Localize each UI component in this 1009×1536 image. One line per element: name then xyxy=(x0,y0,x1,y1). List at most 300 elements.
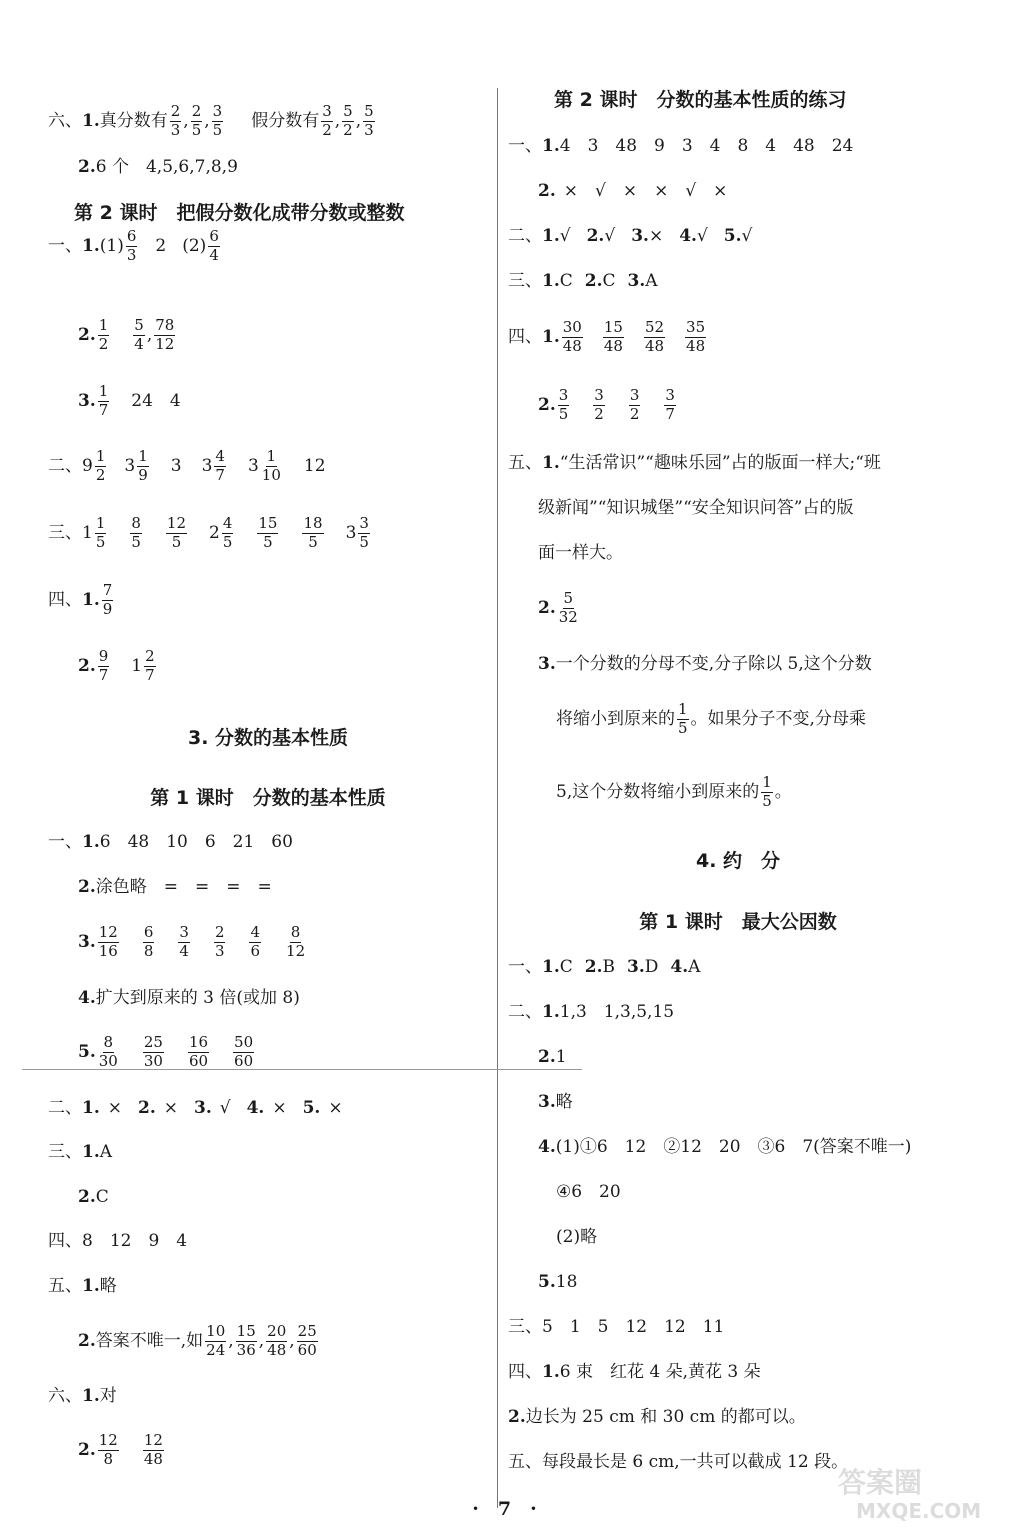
numerator: 3 xyxy=(594,385,604,404)
answer-line xyxy=(508,180,727,202)
page-number: · 7 · xyxy=(472,1498,537,1520)
denominator: 3 xyxy=(170,120,181,139)
answer-line xyxy=(508,385,678,425)
section-number: 一、 xyxy=(48,831,82,852)
answer-line xyxy=(48,1430,166,1470)
fraction xyxy=(98,315,110,353)
answer-line xyxy=(48,922,308,962)
denominator: 6 xyxy=(250,941,261,960)
numerator: 3 xyxy=(359,513,369,532)
fraction xyxy=(205,1321,226,1359)
answer-line: 六、 1. 真分数有 $\frac{2}{3}$ , $\frac{2}{5}$ , $\frac{3}{5}$ 假分数有 $\frac{3}{2}$ , $\frac{5}{2}$ , $\frac{5}{3}$ xyxy=(48,101,374,139)
numerator: 4 xyxy=(250,922,261,941)
answer-text: D xyxy=(644,956,659,977)
item-number: 4. xyxy=(670,956,689,977)
denominator: 5 xyxy=(171,532,182,551)
denominator: 60 xyxy=(297,1340,317,1359)
denominator: 4 xyxy=(179,941,189,960)
numerator: 3 xyxy=(212,101,223,120)
denominator: 5 xyxy=(558,404,569,423)
answer-text: (1)①6 12 ②12 20 ③6 7(答案不唯一) xyxy=(555,1136,912,1157)
section-number: 二、 xyxy=(48,1097,82,1118)
fraction xyxy=(170,101,182,139)
numerator: 6 xyxy=(209,226,219,245)
answer-text: (2) xyxy=(182,235,207,256)
item-number: 3. xyxy=(538,653,556,674)
answer-line xyxy=(508,1361,761,1383)
item-number: 2. xyxy=(78,655,96,676)
item-number: 1. xyxy=(82,1385,100,1406)
section-number: 一、 xyxy=(508,135,542,156)
fraction xyxy=(191,101,203,139)
fraction xyxy=(558,588,579,626)
answer-line xyxy=(48,381,181,421)
fraction xyxy=(95,513,107,551)
denominator: 4 xyxy=(134,334,144,353)
numerator: 2 xyxy=(145,646,155,665)
numerator: 1 xyxy=(98,315,109,334)
item-number: 2. xyxy=(508,1406,526,1427)
item-number: 1. xyxy=(82,589,100,610)
fraction xyxy=(363,101,375,139)
answer-text: C xyxy=(95,1186,109,1207)
answer-text: “生活常识”“趣味乐园”占的版面一样大;“班 xyxy=(559,452,881,473)
fraction xyxy=(664,385,676,423)
item-number: 3. xyxy=(627,270,646,291)
answer-line xyxy=(48,646,158,686)
item-number: 5. xyxy=(723,225,742,246)
denominator: 30 xyxy=(98,1051,118,1070)
answer-text: 一个分数的分母不变,分子除以 5,这个分数 xyxy=(555,653,872,674)
answer-line xyxy=(48,1275,117,1297)
denominator: 7 xyxy=(665,404,675,423)
fraction xyxy=(321,101,333,139)
answer-text: C xyxy=(559,270,573,291)
item-number: 1. xyxy=(542,225,560,246)
answer-text: 。 xyxy=(774,781,792,802)
answer-line: 2. 答案不唯一,如 $\frac{10}{24}$ , $\frac{15}{36}$ , $\frac{20}{48}$ , $\frac{25}{60}$ xyxy=(78,1321,317,1359)
answer-text: A xyxy=(645,270,658,291)
item-number: 1. xyxy=(542,452,560,473)
answer-line xyxy=(508,956,700,978)
denominator: 2 xyxy=(594,404,604,423)
answer-text: 对 xyxy=(99,1385,117,1406)
item-number: 2. xyxy=(584,270,603,291)
answer-text: 2 xyxy=(155,235,167,256)
numerator: 20 xyxy=(267,1321,287,1340)
answer-text: 5 1 5 12 12 11 xyxy=(542,1316,725,1337)
numerator: 4 xyxy=(215,446,225,465)
answer-text: A xyxy=(99,1141,113,1162)
section-number: 三、 xyxy=(508,270,542,291)
numerator: 12 xyxy=(98,1430,118,1449)
denominator: 5 xyxy=(131,532,141,551)
fraction xyxy=(98,381,110,419)
fraction xyxy=(558,385,570,423)
answer-line xyxy=(508,317,708,357)
denominator: 7 xyxy=(145,665,155,684)
denominator: 30 xyxy=(143,1051,163,1070)
section-number: 三、 xyxy=(48,522,82,543)
section-number: 五、 xyxy=(508,452,542,473)
denominator: 10 xyxy=(261,465,281,484)
answer-text: × √ × × √ × xyxy=(563,180,728,201)
numerator: 5 xyxy=(364,101,374,120)
answer-text: 扩大到原来的 3 倍(或加 8) xyxy=(95,987,300,1008)
numerator: 6 xyxy=(143,922,154,941)
fraction xyxy=(297,1321,318,1359)
item-number: 3. xyxy=(627,956,645,977)
answer-text: C xyxy=(559,956,573,977)
section-heading: 3. 分数的基本性质 xyxy=(187,726,349,749)
item-number: 2. xyxy=(78,156,96,177)
item-number: 2. xyxy=(138,1097,156,1118)
denominator: 5 xyxy=(95,532,106,551)
denominator: 60 xyxy=(234,1051,254,1070)
fraction xyxy=(188,1032,209,1070)
fraction xyxy=(222,513,234,551)
fraction xyxy=(154,315,175,353)
numerator: 2 xyxy=(191,101,202,120)
section-number: 四、 xyxy=(48,1230,82,1251)
denominator: 16 xyxy=(98,941,118,960)
item-number: 2. xyxy=(78,876,96,897)
fraction xyxy=(562,317,583,355)
answer-text: 6 个 4,5,6,7,8,9 xyxy=(95,156,238,177)
lesson-heading: 第 1 课时 最大公因数 xyxy=(639,910,837,933)
denominator: 5 xyxy=(222,532,233,551)
fraction xyxy=(98,1032,119,1070)
denominator: 48 xyxy=(562,336,582,355)
answer-text: 。如果分子不变,分母乘 xyxy=(690,708,866,729)
fraction xyxy=(212,101,224,139)
answer-line xyxy=(508,772,792,812)
section-number: 五、 xyxy=(508,1451,542,1472)
fraction xyxy=(358,513,370,551)
fraction xyxy=(126,226,138,264)
answer-line xyxy=(48,876,272,898)
section-number: 四、 xyxy=(48,589,82,610)
answer-text: 略 xyxy=(99,1275,117,1296)
answer-text: 4 3 48 9 3 4 8 4 48 24 xyxy=(559,135,854,156)
fraction xyxy=(603,317,624,355)
item-number: 2. xyxy=(586,225,605,246)
item-number: 1. xyxy=(82,1275,100,1296)
answer-text: 边长为 25 cm 和 30 cm 的都可以。 xyxy=(525,1406,806,1427)
denominator: 5 xyxy=(359,532,369,551)
numerator: 1 xyxy=(762,772,772,791)
answer-text: 涂色略 = = = = xyxy=(95,876,272,897)
denominator: 24 xyxy=(206,1340,226,1359)
denominator: 48 xyxy=(143,1449,163,1468)
answer-text: 真分数有 xyxy=(99,110,168,131)
fraction xyxy=(137,446,149,484)
fraction xyxy=(98,1430,119,1468)
answer-text: 答案不唯一,如 xyxy=(95,1330,204,1351)
fraction xyxy=(143,922,155,960)
item-number: 4. xyxy=(538,1136,556,1157)
answer-line: 2. $\frac{1}{2}$ $\frac{5}{4}$ , $\frac{78}{12}$ xyxy=(78,315,175,353)
numerator: 9 xyxy=(98,646,109,665)
answer-line xyxy=(508,1136,911,1158)
item-number: 2. xyxy=(538,180,556,201)
answer-text: ④6 20 xyxy=(556,1181,621,1202)
answer-text: 略 xyxy=(555,1091,573,1112)
item-number: 1. xyxy=(82,1141,100,1162)
answer-line xyxy=(48,1186,109,1208)
item-number: 3. xyxy=(631,225,649,246)
answer-line xyxy=(508,1271,577,1293)
section-number: 四、 xyxy=(508,326,542,347)
fraction xyxy=(266,1321,287,1359)
answer-text: 3 xyxy=(170,455,182,476)
denominator: 2 xyxy=(343,120,353,139)
answer-line xyxy=(508,452,881,474)
item-number: 1. xyxy=(542,135,560,156)
item-number: 1. xyxy=(82,110,100,131)
numerator: 3 xyxy=(665,385,675,404)
item-number: 3. xyxy=(194,1097,212,1118)
whole-number: 3 xyxy=(345,522,357,543)
lesson-heading: 第 1 课时 分数的基本性质 xyxy=(150,786,386,809)
fraction xyxy=(133,315,145,353)
answer-mark: √ xyxy=(559,225,571,246)
item-number: 2. xyxy=(78,1439,96,1460)
denominator: 5 xyxy=(212,120,223,139)
answer-line xyxy=(48,1032,256,1072)
fraction xyxy=(95,446,107,484)
answer-mark: √ xyxy=(219,1097,231,1118)
section-number: 六、 xyxy=(48,1385,82,1406)
lesson-heading: 第 2 课时 把假分数化成带分数或整数 xyxy=(74,201,405,224)
numerator: 1 xyxy=(266,446,277,465)
denominator: 60 xyxy=(188,1051,209,1070)
numerator: 7 xyxy=(102,580,113,599)
numerator: 4 xyxy=(222,513,233,532)
answer-line xyxy=(508,1226,597,1248)
numerator: 15 xyxy=(236,1321,256,1340)
numerator: 1 xyxy=(678,699,688,718)
denominator: 9 xyxy=(138,465,148,484)
answer-line xyxy=(48,446,326,486)
item-number: 1. xyxy=(542,956,560,977)
numerator: 35 xyxy=(686,317,706,336)
item-number: 2. xyxy=(584,956,603,977)
section-number: 六、 xyxy=(48,110,82,131)
fraction xyxy=(130,513,142,551)
fraction xyxy=(302,513,323,551)
fraction xyxy=(236,1321,257,1359)
section-number: 三、 xyxy=(48,1141,82,1162)
fraction xyxy=(143,1430,164,1468)
answer-text: (1) xyxy=(99,235,124,256)
fraction xyxy=(685,317,706,355)
answer-line xyxy=(508,270,658,292)
numerator: 2 xyxy=(170,101,181,120)
denominator: 5 xyxy=(308,532,318,551)
fraction xyxy=(261,446,282,484)
answer-text: 面一样大。 xyxy=(538,542,623,563)
answer-line xyxy=(508,588,581,628)
answer-text: 级新闻”“知识城堡”“安全知识问答”占的版 xyxy=(538,497,854,518)
answer-text: 5,这个分数将缩小到原来的 xyxy=(556,781,760,802)
answer-line xyxy=(48,226,222,266)
fraction xyxy=(98,922,119,960)
answer-line xyxy=(508,1316,724,1338)
item-number: 2. xyxy=(78,1330,96,1351)
section-number: 一、 xyxy=(48,235,82,256)
answer-text: B xyxy=(602,956,616,977)
numerator: 12 xyxy=(166,513,187,532)
answer-mark: × xyxy=(107,1097,122,1118)
lesson-heading: 第 2 课时 分数的基本性质的练习 xyxy=(554,88,847,111)
answer-text: 1,3 1,3,5,15 xyxy=(559,1001,675,1022)
numerator: 10 xyxy=(206,1321,226,1340)
fraction xyxy=(644,317,665,355)
denominator: 48 xyxy=(267,1340,287,1359)
fraction xyxy=(178,922,190,960)
numerator: 15 xyxy=(258,513,278,532)
item-number: 1. xyxy=(542,1001,560,1022)
whole-number: 1 xyxy=(82,522,93,543)
denominator: 7 xyxy=(98,400,109,419)
denominator: 5 xyxy=(191,120,202,139)
fraction xyxy=(214,446,226,484)
watermark-logo-icon xyxy=(832,1462,1004,1524)
denominator: 5 xyxy=(678,718,688,737)
numerator: 25 xyxy=(297,1321,317,1340)
answer-mark: √ xyxy=(604,225,616,246)
answer-line xyxy=(508,135,853,157)
column-divider xyxy=(497,88,498,1508)
denominator: 3 xyxy=(126,245,137,264)
answer-text: 将缩小到原来的 xyxy=(556,708,675,729)
section-number: 三、 xyxy=(508,1316,542,1337)
fraction xyxy=(285,922,306,960)
answer-line xyxy=(48,513,372,553)
fraction xyxy=(761,772,773,810)
numerator: 30 xyxy=(562,317,582,336)
section-heading: 4. 约 分 xyxy=(695,849,781,872)
whole-number: 3 xyxy=(124,455,136,476)
item-number: 5. xyxy=(302,1097,321,1118)
whole-number: 9 xyxy=(82,455,93,476)
item-number: 2. xyxy=(538,1046,556,1067)
denominator: 48 xyxy=(603,336,623,355)
numerator: 12 xyxy=(98,922,118,941)
item-number: 5. xyxy=(78,1041,96,1062)
fraction xyxy=(208,226,220,264)
whole-number: 1 xyxy=(131,655,143,676)
numerator: 3 xyxy=(629,385,640,404)
numerator: 5 xyxy=(134,315,144,334)
item-number: 2. xyxy=(538,597,556,618)
numerator: 6 xyxy=(126,226,137,245)
whole-number: 2 xyxy=(209,522,220,543)
fraction xyxy=(629,385,641,423)
answer-line xyxy=(48,156,238,178)
answer-line xyxy=(508,1046,567,1068)
numerator: 16 xyxy=(188,1032,209,1051)
numerator: 1 xyxy=(95,513,106,532)
fraction xyxy=(249,922,261,960)
denominator: 2 xyxy=(95,465,106,484)
denominator: 2 xyxy=(322,120,332,139)
answer-line xyxy=(508,1001,674,1023)
answer-line xyxy=(508,1181,621,1203)
denominator: 48 xyxy=(686,336,706,355)
answer-mark: √ xyxy=(741,225,753,246)
answer-text: A xyxy=(688,956,701,977)
denominator: 8 xyxy=(143,941,154,960)
numerator: 5 xyxy=(343,101,353,120)
fraction xyxy=(144,646,156,684)
whole-number: 3 xyxy=(247,455,259,476)
denominator: 4 xyxy=(209,245,219,264)
fraction xyxy=(143,1032,164,1070)
item-number: 1. xyxy=(82,1097,100,1118)
answer-text: (2)略 xyxy=(556,1226,598,1247)
answer-text: 假分数有 xyxy=(251,110,320,131)
answer-mark: √ xyxy=(696,225,708,246)
watermark-line-1: 答案圈 xyxy=(838,1466,923,1499)
answer-line xyxy=(48,1097,343,1119)
answer-text: 18 xyxy=(555,1271,578,1292)
item-number: 2. xyxy=(78,1186,96,1207)
denominator: 3 xyxy=(214,941,225,960)
numerator: 1 xyxy=(95,446,106,465)
numerator: 8 xyxy=(290,922,301,941)
answer-text: C xyxy=(602,270,616,291)
answer-text: 每段最长是 6 cm,一共可以截成 12 段。 xyxy=(542,1451,849,1472)
answer-line xyxy=(508,497,853,519)
answer-text: 24 4 xyxy=(131,390,181,411)
answer-line xyxy=(48,1385,117,1407)
fraction xyxy=(233,1032,254,1070)
item-number: 3. xyxy=(78,390,96,411)
denominator: 9 xyxy=(102,599,113,618)
item-number: 3. xyxy=(538,1091,556,1112)
answer-line xyxy=(508,1406,806,1428)
answer-line xyxy=(48,987,300,1009)
fraction xyxy=(677,699,689,737)
answer-line xyxy=(508,225,752,247)
answer-line xyxy=(48,1230,187,1252)
answer-line xyxy=(508,1451,848,1473)
answer-line xyxy=(508,542,623,564)
fraction xyxy=(102,580,114,618)
denominator: 36 xyxy=(236,1340,256,1359)
answer-text: 8 12 9 4 xyxy=(82,1230,188,1251)
denominator: 5 xyxy=(263,532,273,551)
answer-line xyxy=(48,831,293,853)
answer-line xyxy=(508,699,866,739)
item-number: 1. xyxy=(542,270,560,291)
item-number: 2. xyxy=(538,394,556,415)
section-number: 五、 xyxy=(48,1275,82,1296)
fraction xyxy=(342,101,354,139)
numerator: 3 xyxy=(558,385,569,404)
denominator: 32 xyxy=(558,607,578,626)
answer-line xyxy=(508,1091,573,1113)
answer-text: 1 xyxy=(555,1046,567,1067)
denominator: 7 xyxy=(98,665,109,684)
item-number: 1. xyxy=(82,831,100,852)
denominator: 8 xyxy=(103,1449,114,1468)
section-number: 一、 xyxy=(508,956,542,977)
item-number: 1. xyxy=(542,1361,560,1382)
item-number: 4. xyxy=(679,225,697,246)
